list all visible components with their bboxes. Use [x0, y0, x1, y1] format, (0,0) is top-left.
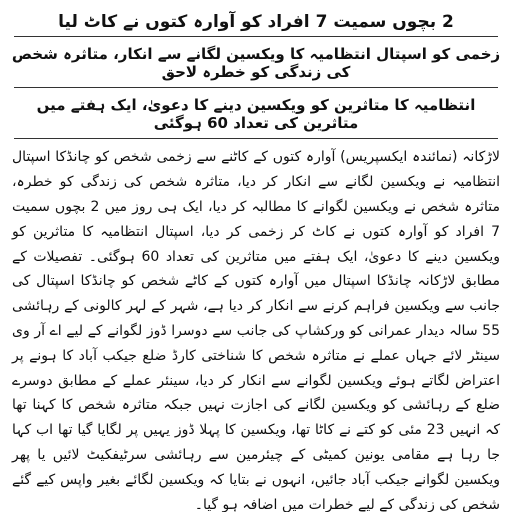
- article-body: لاڑکانہ (نمائندہ ایکسپریس) آوارہ کتوں کے کاٹنے سے زخمی شخص کو چانڈکا اسپتال انتظامیہ نے ویکسین لگانے سے انکار کر دیا، متاثرہ شخص کی زندگی کو خطرہ، متاثرہ شخص نے ویکسین لگوانے کا مطالبہ کر دیا، ایک ہی روز میں 2 بچوں سمیت 7 افراد کو آوارہ کتوں نے کاٹ کر زخمی کر دیا، اسپتال انتظامیہ کا متاثرین کو ویکسین دینے کا دعویٰ، ایک ہفتے میں متاثرین کی تعداد 60 ہوگئی۔ تفصیلات کے مطابق لاڑکانہ چانڈکا اسپتال میں آوارہ کتوں کے کاٹے شخص کو چانڈکا اسپتال کی جانب سے ویکسین فراہم کرنے سے انکار کر دیا ہے، شہر کے لہر کالونی کے رہائشی 55 سالہ دیدار عمرانی کو ورکشاپ کی جانب سے دوسرا ڈوز لگوانے کے لیے اے آر وی سینٹر لائے جہاں عملے نے متاثرہ شخص کا شناختی کارڈ ضلع جیکب آباد کا ہونے پر اعتراض لگاتے ہوئے ویکسین لگوانے سے انکار کر دیا، سینئر عملے کے مطابق دوسرے ضلع کے رہائشی کو ویکسین لگانے کی اجازت نہیں جبکہ متاثرہ شخص کا کہنا تھا کہ انہیں 23 مئی کو کتے نے کاٹا تھا، ویکسین کا پہلا ڈوز یہیں پر لگایا گیا تھا اب کہا جا رہا ہے مقامی یونین کمیٹی کے چیئرمین سے رہائشی سرٹیفکیٹ لائیں یا پھر ویکسین لگوانے جیکب آباد جائیں، انہوں نے بتایا کہ ویکسین لگائے بغیر واپس کیے گئے شخص کی زندگی کے لیے خطرات میں اضافہ ہو گیا۔: [12, 149, 500, 512]
- divider-1: [14, 36, 498, 37]
- headline-sub-2: انتظامیہ کا متاثرین کو ویکسین دینے کا دعویٰ، ایک ہفتے میں متاثرین کی تعداد 60 ہوگئی: [36, 96, 476, 133]
- headline-sub-1: زخمی کو اسپتال انتظامیہ کا ویکسین لگانے سے انکار، متاثرہ شخص کی زندگی کو خطرہ لاحق: [11, 45, 501, 82]
- headline-main: 2 بچوں سمیت 7 افراد کو آوارہ کتوں نے کاٹ لیا: [58, 12, 454, 32]
- divider-3: [14, 138, 498, 139]
- divider-2: [14, 87, 498, 88]
